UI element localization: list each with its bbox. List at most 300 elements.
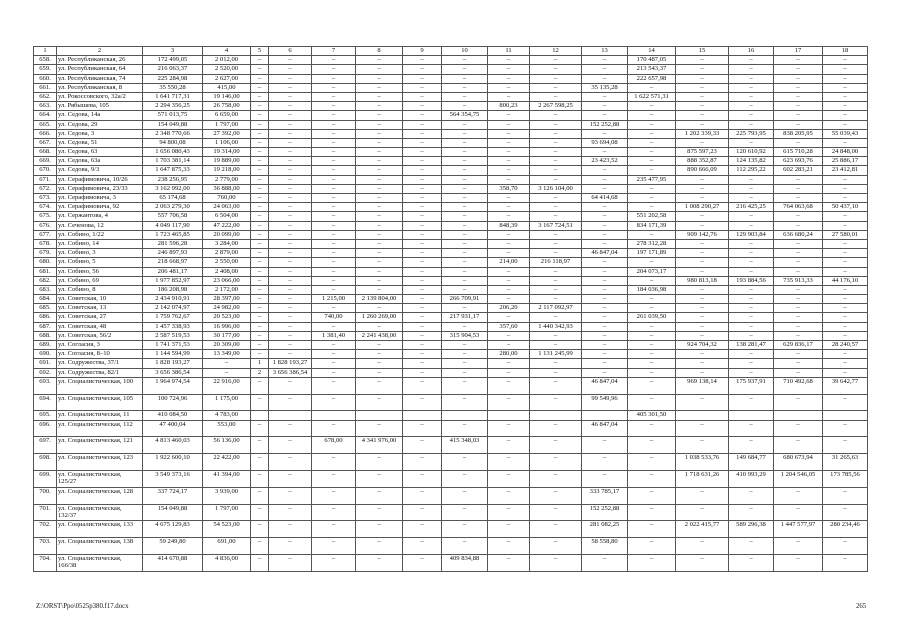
value-cell: –: [774, 359, 823, 368]
value-cell: –: [269, 157, 312, 166]
value-cell: –: [403, 504, 442, 521]
value-cell: –: [312, 394, 356, 411]
value-cell: –: [823, 212, 868, 221]
value-cell: –: [774, 285, 823, 294]
value-cell: –: [488, 194, 530, 203]
value-cell: –: [269, 295, 312, 304]
value-cell: –: [774, 504, 823, 521]
value-cell: –: [676, 350, 729, 359]
value-cell: 46 847,04: [582, 377, 628, 394]
value-cell: –: [442, 454, 488, 471]
value-cell: 1 723 465,85: [143, 230, 203, 239]
value-cell: 50 437,10: [823, 203, 868, 212]
value-cell: –: [729, 74, 774, 83]
value-cell: 175 937,91: [729, 377, 774, 394]
value-cell: –: [442, 74, 488, 83]
value-cell: –: [774, 295, 823, 304]
value-cell: 1 828 193,27: [269, 359, 312, 368]
value-cell: –: [774, 74, 823, 83]
value-cell: –: [269, 102, 312, 111]
value-cell: –: [269, 276, 312, 285]
row-number: 678.: [34, 239, 57, 248]
value-cell: [403, 411, 442, 420]
value-cell: –: [269, 129, 312, 138]
table-row: [34, 420, 868, 437]
value-cell: –: [774, 65, 823, 74]
value-cell: –: [251, 230, 269, 239]
value-cell: –: [729, 175, 774, 184]
value-cell: 834 171,39: [628, 221, 676, 230]
value-cell: –: [582, 175, 628, 184]
value-cell: –: [774, 221, 823, 230]
address-cell: ул. Республиканская, 74: [57, 74, 143, 83]
value-cell: –: [312, 239, 356, 248]
value-cell: 564 354,75: [442, 111, 488, 120]
value-cell: –: [251, 341, 269, 350]
value-cell: –: [403, 74, 442, 83]
value-cell: –: [403, 129, 442, 138]
value-cell: –: [403, 92, 442, 101]
value-cell: –: [403, 331, 442, 340]
value-cell: –: [823, 258, 868, 267]
value-cell: –: [312, 102, 356, 111]
value-cell: 358,70: [488, 184, 530, 193]
address-cell: ул. Республиканская, 8: [57, 83, 143, 92]
table-row: [34, 212, 868, 221]
value-cell: –: [312, 470, 356, 487]
value-cell: –: [269, 184, 312, 193]
value-cell: –: [582, 350, 628, 359]
value-cell: 213 543,37: [628, 65, 676, 74]
value-cell: –: [251, 504, 269, 521]
header-cell: 8: [356, 47, 403, 56]
value-cell: –: [628, 454, 676, 471]
value-cell: 875 597,23: [676, 148, 729, 157]
value-cell: –: [356, 239, 403, 248]
value-cell: –: [582, 258, 628, 267]
value-cell: 4 813 460,03: [143, 437, 203, 454]
value-cell: –: [356, 92, 403, 101]
value-cell: –: [251, 258, 269, 267]
row-number: 662.: [34, 92, 57, 101]
row-number: 674.: [34, 203, 57, 212]
value-cell: –: [312, 487, 356, 504]
value-cell: 1 656 080,43: [143, 148, 203, 157]
value-cell: –: [403, 166, 442, 175]
row-number: 704.: [34, 554, 57, 571]
value-cell: –: [823, 295, 868, 304]
value-cell: –: [312, 521, 356, 538]
value-cell: 1 828 193,27: [143, 359, 203, 368]
value-cell: –: [530, 538, 582, 555]
value-cell: –: [269, 239, 312, 248]
value-cell: –: [403, 120, 442, 129]
value-cell: 154 049,88: [143, 120, 203, 129]
value-cell: –: [488, 554, 530, 571]
header-cell: 11: [488, 47, 530, 56]
value-cell: 16 996,00: [203, 322, 251, 331]
value-cell: –: [823, 92, 868, 101]
value-cell: –: [356, 377, 403, 394]
address-cell: ул. Советская, 48: [57, 322, 143, 331]
value-cell: 3 656 386,54: [269, 368, 312, 377]
value-cell: –: [251, 203, 269, 212]
value-cell: –: [729, 120, 774, 129]
value-cell: –: [823, 239, 868, 248]
value-cell: 1 964 974,54: [143, 377, 203, 394]
value-cell: –: [269, 258, 312, 267]
value-cell: 154 049,88: [143, 504, 203, 521]
value-cell: –: [269, 420, 312, 437]
value-cell: –: [356, 175, 403, 184]
value-cell: –: [356, 304, 403, 313]
value-cell: –: [729, 267, 774, 276]
value-cell: 28 397,00: [203, 295, 251, 304]
table-row: [34, 83, 868, 92]
header-cell: 1: [34, 47, 57, 56]
value-cell: –: [356, 504, 403, 521]
value-cell: 235 477,95: [628, 175, 676, 184]
value-cell: 3 167 724,51: [530, 221, 582, 230]
table-row: [34, 504, 868, 521]
value-cell: –: [676, 184, 729, 193]
value-cell: 19 314,00: [203, 148, 251, 157]
value-cell: 1 622 571,31: [628, 92, 676, 101]
value-cell: –: [774, 554, 823, 571]
row-number: 670.: [34, 166, 57, 175]
value-cell: –: [628, 304, 676, 313]
value-cell: 186 208,98: [143, 285, 203, 294]
value-cell: –: [251, 221, 269, 230]
value-cell: 1 977 852,97: [143, 276, 203, 285]
value-cell: 206,20: [488, 304, 530, 313]
value-cell: –: [269, 203, 312, 212]
value-cell: –: [356, 368, 403, 377]
value-cell: –: [530, 111, 582, 120]
value-cell: –: [676, 249, 729, 258]
value-cell: 2 063 279,30: [143, 203, 203, 212]
address-cell: ул. Собино, 3: [57, 249, 143, 258]
value-cell: –: [356, 487, 403, 504]
value-cell: –: [403, 258, 442, 267]
value-cell: –: [251, 267, 269, 276]
value-cell: –: [530, 285, 582, 294]
value-cell: –: [530, 368, 582, 377]
value-cell: [823, 411, 868, 420]
value-cell: –: [729, 285, 774, 294]
value-cell: 56 136,00: [203, 437, 251, 454]
value-cell: –: [823, 102, 868, 111]
value-cell: –: [676, 394, 729, 411]
row-number: 677.: [34, 230, 57, 239]
value-cell: –: [251, 322, 269, 331]
value-cell: 39 642,77: [823, 377, 868, 394]
value-cell: 216 063,37: [143, 65, 203, 74]
value-cell: –: [312, 74, 356, 83]
value-cell: –: [251, 175, 269, 184]
value-cell: 2 434 910,91: [143, 295, 203, 304]
value-cell: [582, 411, 628, 420]
address-cell: ул. Республиканская, 26: [57, 56, 143, 65]
value-cell: –: [628, 120, 676, 129]
value-cell: 281 082,25: [582, 521, 628, 538]
address-cell: ул. Социалистическая, 125/27: [57, 470, 143, 487]
value-cell: 23 066,00: [203, 276, 251, 285]
value-cell: –: [676, 437, 729, 454]
table-row: [34, 249, 868, 258]
value-cell: 2 587 519,53: [143, 331, 203, 340]
value-cell: –: [403, 83, 442, 92]
value-cell: –: [488, 377, 530, 394]
value-cell: –: [582, 285, 628, 294]
value-cell: –: [676, 304, 729, 313]
address-cell: ул. Советская, 56/2: [57, 331, 143, 340]
value-cell: –: [774, 267, 823, 276]
value-cell: –: [488, 454, 530, 471]
value-cell: –: [269, 521, 312, 538]
value-cell: –: [403, 437, 442, 454]
value-cell: –: [628, 322, 676, 331]
value-cell: 2 520,00: [203, 65, 251, 74]
value-cell: –: [488, 276, 530, 285]
address-cell: ул. Социалистическая, 121: [57, 437, 143, 454]
value-cell: –: [251, 148, 269, 157]
value-cell: –: [251, 157, 269, 166]
value-cell: –: [488, 56, 530, 65]
value-cell: 36 888,00: [203, 184, 251, 193]
value-cell: –: [403, 554, 442, 571]
value-cell: –: [356, 120, 403, 129]
value-cell: –: [312, 56, 356, 65]
value-cell: –: [269, 74, 312, 83]
value-cell: –: [356, 221, 403, 230]
value-cell: 1 797,00: [203, 120, 251, 129]
value-cell: –: [356, 285, 403, 294]
value-cell: –: [774, 83, 823, 92]
value-cell: [356, 411, 403, 420]
value-cell: –: [269, 111, 312, 120]
value-cell: –: [442, 129, 488, 138]
value-cell: –: [488, 203, 530, 212]
value-cell: –: [729, 65, 774, 74]
value-cell: –: [676, 267, 729, 276]
value-cell: 217 931,17: [442, 313, 488, 322]
value-cell: –: [774, 258, 823, 267]
value-cell: –: [488, 249, 530, 258]
value-cell: –: [823, 538, 868, 555]
value-cell: –: [251, 377, 269, 394]
value-cell: –: [729, 394, 774, 411]
table-row: [34, 148, 868, 157]
value-cell: –: [676, 175, 729, 184]
value-cell: 6 659,00: [203, 111, 251, 120]
table-row: [34, 538, 868, 555]
value-cell: 1 647 875,33: [143, 166, 203, 175]
header-cell: 16: [729, 47, 774, 56]
value-cell: –: [530, 56, 582, 65]
value-cell: –: [269, 212, 312, 221]
value-cell: –: [403, 394, 442, 411]
value-cell: –: [488, 175, 530, 184]
value-cell: –: [774, 194, 823, 203]
value-cell: –: [488, 92, 530, 101]
value-cell: 280 234,46: [823, 521, 868, 538]
header-cell: 18: [823, 47, 868, 56]
value-cell: –: [729, 350, 774, 359]
table-row: [34, 203, 868, 212]
value-cell: –: [823, 420, 868, 437]
value-cell: –: [442, 341, 488, 350]
value-cell: –: [823, 504, 868, 521]
value-cell: –: [251, 138, 269, 147]
value-cell: 31 265,63: [823, 454, 868, 471]
value-cell: –: [530, 295, 582, 304]
address-cell: ул. Социалистическая, 166/38: [57, 554, 143, 571]
value-cell: –: [251, 394, 269, 411]
value-cell: –: [676, 65, 729, 74]
value-cell: 551 202,58: [628, 212, 676, 221]
value-cell: –: [312, 350, 356, 359]
value-cell: –: [356, 276, 403, 285]
value-cell: –: [582, 437, 628, 454]
header-cell: 2: [57, 47, 143, 56]
value-cell: –: [530, 148, 582, 157]
value-cell: –: [676, 538, 729, 555]
value-cell: –: [530, 359, 582, 368]
value-cell: 2 294 356,25: [143, 102, 203, 111]
value-cell: –: [203, 359, 251, 368]
value-cell: –: [774, 350, 823, 359]
value-cell: –: [356, 102, 403, 111]
value-cell: 184 036,98: [628, 285, 676, 294]
header-cell: 15: [676, 47, 729, 56]
value-cell: –: [823, 74, 868, 83]
value-cell: –: [312, 454, 356, 471]
value-cell: –: [676, 554, 729, 571]
value-cell: 152 252,88: [582, 120, 628, 129]
value-cell: –: [442, 420, 488, 437]
value-cell: –: [488, 313, 530, 322]
value-cell: –: [403, 175, 442, 184]
table-row: [34, 394, 868, 411]
value-cell: –: [582, 359, 628, 368]
value-cell: 1 204 546,05: [774, 470, 823, 487]
value-cell: –: [312, 285, 356, 294]
value-cell: 4 341 976,00: [356, 437, 403, 454]
value-cell: 238 256,95: [143, 175, 203, 184]
value-cell: 6 504,00: [203, 212, 251, 221]
value-cell: [442, 411, 488, 420]
value-cell: –: [356, 111, 403, 120]
value-cell: 26 758,00: [203, 102, 251, 111]
value-cell: –: [530, 129, 582, 138]
value-cell: –: [628, 129, 676, 138]
value-cell: –: [312, 359, 356, 368]
value-cell: –: [312, 120, 356, 129]
value-cell: –: [488, 341, 530, 350]
value-cell: 3 284,00: [203, 239, 251, 248]
value-cell: –: [676, 92, 729, 101]
value-cell: –: [356, 56, 403, 65]
address-cell: ул. Седова, 3: [57, 129, 143, 138]
value-cell: 553,00: [203, 420, 251, 437]
value-cell: –: [356, 230, 403, 239]
value-cell: –: [356, 203, 403, 212]
value-cell: 27 580,01: [823, 230, 868, 239]
value-cell: 680 673,94: [774, 454, 823, 471]
value-cell: –: [774, 331, 823, 340]
value-cell: 65 174,68: [143, 194, 203, 203]
value-cell: –: [403, 538, 442, 555]
value-cell: 19 146,00: [203, 92, 251, 101]
value-cell: –: [312, 341, 356, 350]
value-cell: –: [403, 249, 442, 258]
value-cell: 152 252,88: [582, 504, 628, 521]
value-cell: 4 783,00: [203, 411, 251, 420]
value-cell: –: [312, 420, 356, 437]
value-cell: –: [356, 394, 403, 411]
value-cell: –: [442, 230, 488, 239]
table-row: [34, 120, 868, 129]
value-cell: –: [530, 175, 582, 184]
header-cell: 12: [530, 47, 582, 56]
address-cell: ул. Советская, 10: [57, 295, 143, 304]
value-cell: 4 049 117,90: [143, 221, 203, 230]
value-cell: –: [582, 184, 628, 193]
value-cell: 3 126 104,00: [530, 184, 582, 193]
value-cell: 1 131 245,99: [530, 350, 582, 359]
value-cell: 4 836,00: [203, 554, 251, 571]
row-number: 665.: [34, 120, 57, 129]
value-cell: 1 741 371,53: [143, 341, 203, 350]
value-cell: –: [356, 554, 403, 571]
table-row: [34, 194, 868, 203]
value-cell: –: [530, 331, 582, 340]
value-cell: –: [676, 504, 729, 521]
value-cell: [530, 411, 582, 420]
table-row: [34, 111, 868, 120]
table-row: [34, 377, 868, 394]
value-cell: –: [442, 194, 488, 203]
value-cell: 216 118,97: [530, 258, 582, 267]
value-cell: –: [356, 184, 403, 193]
value-cell: 47 222,00: [203, 221, 251, 230]
header-cell: 4: [203, 47, 251, 56]
value-cell: –: [403, 111, 442, 120]
value-cell: 2 139 804,00: [356, 295, 403, 304]
value-cell: 218 668,97: [143, 258, 203, 267]
value-cell: –: [403, 285, 442, 294]
address-cell: ул. Содружества, 37/1: [57, 359, 143, 368]
value-cell: 2 241 438,00: [356, 331, 403, 340]
value-cell: 333 785,17: [582, 487, 628, 504]
value-cell: –: [356, 538, 403, 555]
value-cell: 571 013,75: [143, 111, 203, 120]
value-cell: 197 171,89: [628, 249, 676, 258]
header-cell: 3: [143, 47, 203, 56]
value-cell: –: [628, 83, 676, 92]
value-cell: 764 063,68: [774, 203, 823, 212]
row-number: 672.: [34, 184, 57, 193]
value-cell: –: [582, 454, 628, 471]
value-cell: –: [269, 437, 312, 454]
value-cell: 1 440 342,93: [530, 322, 582, 331]
value-cell: –: [269, 83, 312, 92]
value-cell: –: [251, 454, 269, 471]
row-number: 681.: [34, 267, 57, 276]
address-cell: ул. Седова, 29: [57, 120, 143, 129]
row-number: 690.: [34, 350, 57, 359]
